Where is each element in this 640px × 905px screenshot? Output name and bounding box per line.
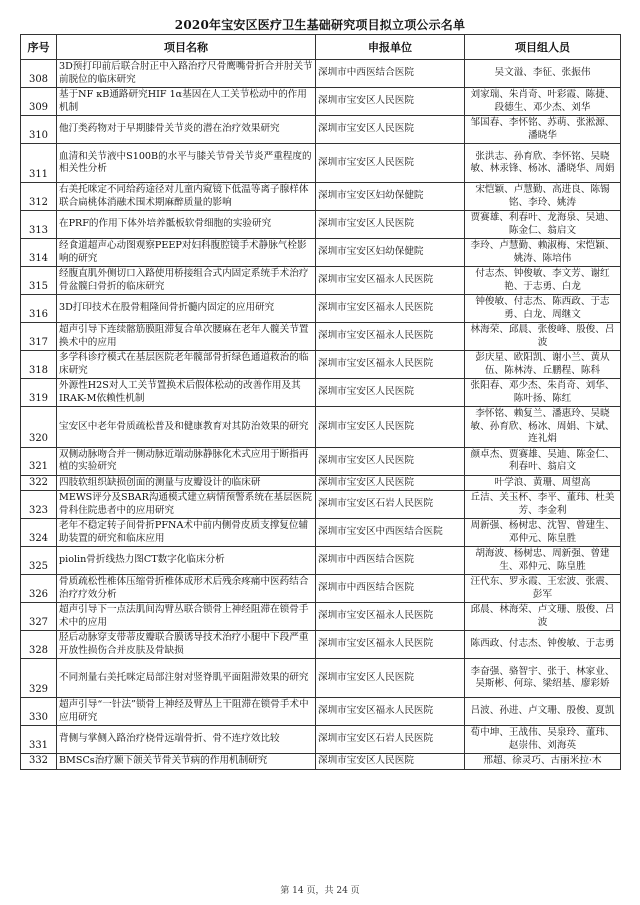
cell-project-name: 老年不稳定转子间骨折PFNA术中前内侧骨皮质支撑复位辅助装置的研究和临床应用 — [57, 519, 316, 547]
table-row — [21, 379, 621, 407]
table-row — [21, 239, 621, 267]
cell-num: 325 — [21, 547, 57, 575]
cell-num: 331 — [21, 726, 57, 754]
cell-project-name: 3D预打印前后联合肘正中入路治疗尺骨鹰嘴骨折合并肘关节前脱位的临床研究 — [57, 60, 316, 88]
table-row — [21, 295, 621, 323]
cell-unit: 深圳市中西医结合医院 — [316, 547, 465, 575]
cell-members: 丘洁、关玉杯、李平、董玮、杜美芳、李金利 — [465, 491, 621, 519]
cell-num: 314 — [21, 239, 57, 267]
cell-num: 319 — [21, 379, 57, 407]
page-footer: 第 14 页，共 24 页 — [280, 886, 360, 896]
table-row — [21, 267, 621, 295]
header-unit: 申报单位 — [316, 35, 465, 60]
document-title: 2020年宝安区医疗卫生基础研究项目拟立项公示名单 — [174, 18, 466, 32]
table-row — [21, 116, 621, 144]
cell-project-name: 宝安区中老年骨质疏松普及和健康教育对其防治效果的研究 — [57, 407, 316, 448]
cell-num: 327 — [21, 603, 57, 631]
cell-num: 309 — [21, 88, 57, 116]
cell-members: 吕波、孙进、卢文珊、殷俊、夏凯 — [465, 698, 621, 726]
cell-project-name: 外源性H2S对人工关节置换术后假体松动的改善作用及其IRAK-M依赖性机制 — [57, 379, 316, 407]
cell-project-name: 四肢软组织缺损创面的测量与皮瓣设计的临床研 — [57, 475, 316, 491]
table-row — [21, 323, 621, 351]
cell-project-name: piolin骨折线热力图CT数字化临床分析 — [57, 547, 316, 575]
cell-num: 321 — [21, 447, 57, 475]
cell-members: 叶学浪、黄珊、周望高 — [465, 475, 621, 491]
cell-members: 张洪志、孙育欣、李怀铭、吴晓敏、林汞锋、杨冰、潘晓华、周娟 — [465, 144, 621, 183]
table-row — [21, 88, 621, 116]
cell-unit: 深圳市宝安区福永人民医院 — [316, 351, 465, 379]
cell-members: 邱晨、林海荣、卢文珊、殷俊、吕波 — [465, 603, 621, 631]
cell-members: 邹国春、李怀铭、苏萌、张淞源、潘晓华 — [465, 116, 621, 144]
cell-num: 311 — [21, 144, 57, 183]
cell-members: 刘家瑞、朱肖奇、叶彩霞、陈捷、段德生、邓少杰、刘华 — [465, 88, 621, 116]
cell-unit: 深圳市宝安区人民医院 — [316, 754, 465, 770]
cell-unit: 深圳市宝安区福永人民医院 — [316, 631, 465, 659]
table-row — [21, 575, 621, 603]
cell-unit: 深圳市中西医结合医院 — [316, 575, 465, 603]
table-row — [21, 519, 621, 547]
cell-members: 汪代东、罗永霞、王宏波、张震、彭军 — [465, 575, 621, 603]
cell-num: 322 — [21, 475, 57, 491]
table-row — [21, 447, 621, 475]
cell-project-name: 血清和关节液中S100B的水平与膝关节骨关节炎严重程度的相关性分析 — [57, 144, 316, 183]
table-row — [21, 351, 621, 379]
cell-unit: 深圳市宝安区石岩人民医院 — [316, 491, 465, 519]
cell-num: 308 — [21, 60, 57, 88]
cell-unit: 深圳市宝安区人民医院 — [316, 211, 465, 239]
cell-project-name: 经腹直肌外侧切口入路使用桥接组合式内固定系统手术治疗骨盆髋臼骨折的临床研究 — [57, 267, 316, 295]
cell-unit: 深圳市中西医结合医院 — [316, 60, 465, 88]
table-row — [21, 60, 621, 88]
table-row — [21, 547, 621, 575]
cell-project-name: 超声引导下一点法肌间沟臂丛联合锁骨上神经阻滞在锁骨手术中的应用 — [57, 603, 316, 631]
table-row — [21, 726, 621, 754]
cell-num: 318 — [21, 351, 57, 379]
table-row — [21, 407, 621, 448]
cell-unit: 深圳市宝安区人民医院 — [316, 659, 465, 698]
cell-unit: 深圳市宝安区福永人民医院 — [316, 295, 465, 323]
cell-num: 324 — [21, 519, 57, 547]
cell-unit: 深圳市宝安区妇幼保健院 — [316, 239, 465, 267]
cell-num: 328 — [21, 631, 57, 659]
cell-project-name: 胫后动脉穿支带蒂皮瓣联合膜诱导技术治疗小腿中下段严重开放性损伤合并皮肤及骨缺损 — [57, 631, 316, 659]
cell-unit: 深圳市宝安区石岩人民医院 — [316, 726, 465, 754]
cell-num: 312 — [21, 183, 57, 211]
cell-unit: 深圳市宝安区人民医院 — [316, 88, 465, 116]
cell-unit: 深圳市宝安区人民医院 — [316, 475, 465, 491]
cell-unit: 深圳市宝安区人民医院 — [316, 407, 465, 448]
cell-members: 李玲、卢慧勤、赖淑梅、宋恺颖、姚涛、陈培伟 — [465, 239, 621, 267]
cell-members: 邢超、徐灵巧、古丽米拉·木 — [465, 754, 621, 770]
cell-members: 彭庆星、欧阳凯、谢小兰、黄从伍、陈林涛、丘鹏程、陈科 — [465, 351, 621, 379]
cell-members: 胡海波、杨树忠、周新强、曾建生、邓仲元、陈皇胜 — [465, 547, 621, 575]
table-row — [21, 144, 621, 183]
cell-members: 宋恺颖、卢慧勤、高进良、陈锡铭、李玲、姚涛 — [465, 183, 621, 211]
cell-project-name: 超声引导下连续髂筋膜阻滞复合单次腰麻在老年人髋关节置换术中的应用 — [57, 323, 316, 351]
cell-members: 陈西政、付志杰、钟俊敏、于志勇 — [465, 631, 621, 659]
cell-unit: 深圳市宝安区福永人民医院 — [316, 323, 465, 351]
cell-project-name: 基于NF κB通路研究HIF 1α基因在人工关节松动中的作用机制 — [57, 88, 316, 116]
cell-num: 323 — [21, 491, 57, 519]
cell-project-name: 多学科诊疗模式在基层医院老年髋部骨折绿色通道救治的临床研究 — [57, 351, 316, 379]
table-row — [21, 491, 621, 519]
cell-num: 316 — [21, 295, 57, 323]
cell-num: 320 — [21, 407, 57, 448]
cell-members: 付志杰、钟俊敏、李文芳、谢红艳、于志勇、白龙 — [465, 267, 621, 295]
cell-project-name: 超声引导“一针法”锁骨上神经及臂丛上干阻滞在锁骨手术中应用研究 — [57, 698, 316, 726]
cell-num: 329 — [21, 659, 57, 698]
cell-project-name: 3D打印技术在股骨粗隆间骨折髓内固定的应用研究 — [57, 295, 316, 323]
cell-project-name: 背侧与掌侧入路治疗桡骨远端骨折、骨不连疗效比较 — [57, 726, 316, 754]
table-row — [21, 754, 621, 770]
cell-num: 330 — [21, 698, 57, 726]
cell-project-name: 经食道超声心动图观察PEEP对妇科腹腔镜手术静脉气栓影响的研究 — [57, 239, 316, 267]
cell-unit: 深圳市宝安区福永人民医院 — [316, 698, 465, 726]
cell-project-name: MEWS评分及SBAR沟通模式建立病情预警系统在基层医院骨科住院患者中的应用研究 — [57, 491, 316, 519]
table-row — [21, 211, 621, 239]
cell-members: 荀中坤、王战伟、吴泉玲、董玮、赵崇伟、刘海英 — [465, 726, 621, 754]
cell-members: 张阳春、邓少杰、朱肖奇、刘华、陈叶扬、陈红 — [465, 379, 621, 407]
cell-unit: 深圳市宝安区福永人民医院 — [316, 267, 465, 295]
cell-members: 李奋强、骆智宇、张于、林家业、吴斯彬、何琮、梁绍基、廖彩娇 — [465, 659, 621, 698]
cell-members: 林海荣、邱晨、张俊峰、殷俊、吕波 — [465, 323, 621, 351]
cell-project-name: 骨质疏松性椎体压缩骨折椎体成形术后残余疼痛中医药结合治疗疗效分析 — [57, 575, 316, 603]
cell-unit: 深圳市宝安区妇幼保健院 — [316, 183, 465, 211]
header-name: 项目名称 — [57, 35, 316, 60]
cell-unit: 深圳市宝安区中西医结合医院 — [316, 519, 465, 547]
cell-members: 钟俊敏、付志杰、陈西政、于志勇、白龙、周继文 — [465, 295, 621, 323]
table-row — [21, 475, 621, 491]
cell-num: 313 — [21, 211, 57, 239]
cell-project-name: 右美托咪定不同给药途径对儿童内窥镜下低温等离子腺样体联合扁桃体消融术围术期麻醉质量的影响 — [57, 183, 316, 211]
cell-project-name: 双侧动脉吻合并一侧动脉近端动脉静脉化术式应用于断指再植的实验研究 — [57, 447, 316, 475]
cell-project-name: BMSCs治疗颞下颌关节骨关节病的作用机制研究 — [57, 754, 316, 770]
cell-unit: 深圳市宝安区人民医院 — [316, 116, 465, 144]
cell-num: 332 — [21, 754, 57, 770]
cell-unit: 深圳市宝安区人民医院 — [316, 379, 465, 407]
table-row — [21, 631, 621, 659]
table-row — [21, 659, 621, 698]
table-row — [21, 698, 621, 726]
header-members: 项目组人员 — [465, 35, 621, 60]
table-header-row — [21, 35, 621, 60]
cell-members: 吴文溢、李征、张振伟 — [465, 60, 621, 88]
cell-project-name: 他汀类药物对于早期膝骨关节炎的潜在治疗效果研究 — [57, 116, 316, 144]
cell-members: 周新强、杨树忠、沈智、曾建生、邓仲元、陈皇胜 — [465, 519, 621, 547]
cell-num: 310 — [21, 116, 57, 144]
project-table — [20, 34, 621, 770]
cell-unit: 深圳市宝安区福永人民医院 — [316, 603, 465, 631]
cell-num: 317 — [21, 323, 57, 351]
cell-project-name: 不同剂量右美托咪定局部注射对竖脊肌平面阻滞效果的研究 — [57, 659, 316, 698]
cell-members: 贾赛雄、利春叶、龙海泉、吴迪、陈金仁、翁启文 — [465, 211, 621, 239]
cell-members: 李怀铭、赖复兰、潘惠玲、吴晓敏、孙育欣、杨冰、周娟、卞斌、连礼焆 — [465, 407, 621, 448]
cell-unit: 深圳市宝安区人民医院 — [316, 144, 465, 183]
table-row — [21, 603, 621, 631]
cell-members: 颜卓杰、贾赛雄、吴迪、陈金仁、利春叶、翁启文 — [465, 447, 621, 475]
cell-num: 326 — [21, 575, 57, 603]
cell-project-name: 在PRF的作用下体外培养骶板软骨细胞的实验研究 — [57, 211, 316, 239]
cell-num: 315 — [21, 267, 57, 295]
table-row — [21, 183, 621, 211]
header-num: 序号 — [21, 35, 57, 60]
cell-unit: 深圳市宝安区人民医院 — [316, 447, 465, 475]
